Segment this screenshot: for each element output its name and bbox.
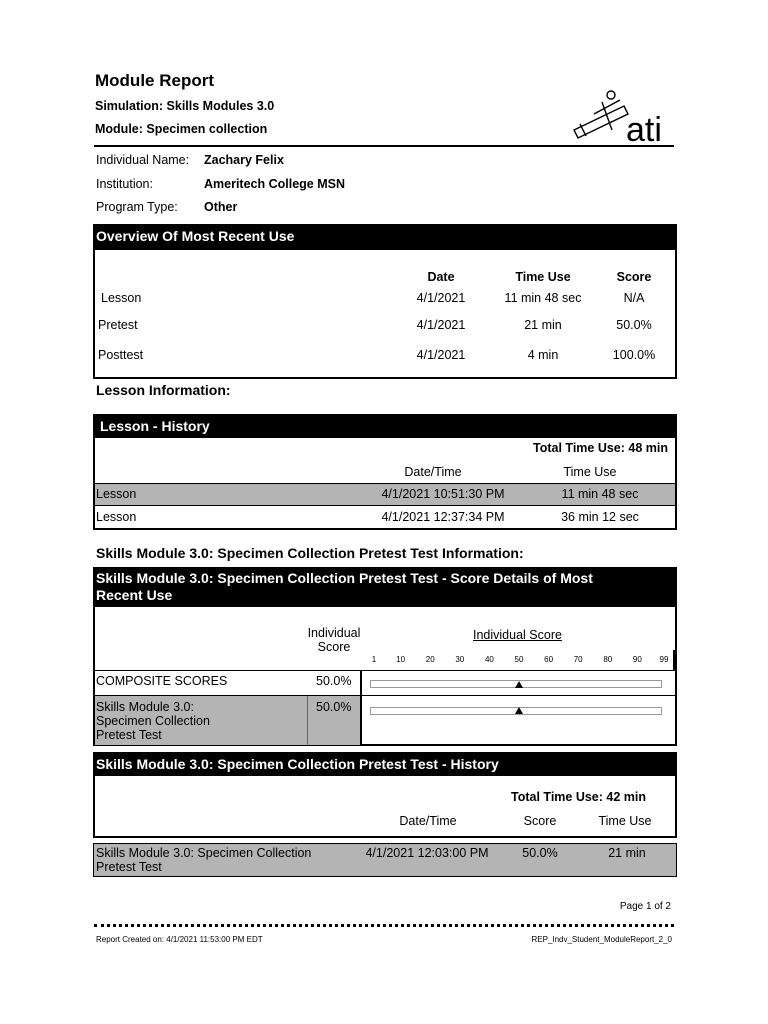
pretest-history-title: Skills Module 3.0: Specimen Collection Pretest Test - History [93, 752, 677, 776]
name-value: Zachary Felix [204, 153, 284, 167]
scale-tick-label: 60 [544, 655, 554, 664]
report-id: REP_Indv_Student_ModuleReport_2_0 [531, 935, 672, 944]
institution-label: Institution: [96, 177, 153, 191]
overview-row-date: 4/1/2021 [416, 348, 466, 362]
scale-tick-label: 30 [455, 655, 465, 664]
col-individual-score-l1: Individual [307, 626, 361, 640]
overview-row-name: Pretest [98, 318, 138, 332]
module-row-label-l2: Specimen Collection [96, 714, 210, 728]
page-title: Module Report [95, 71, 214, 90]
overview-row-date: 4/1/2021 [416, 318, 466, 332]
scale-end-marker [673, 650, 675, 670]
ati-logo-icon [572, 88, 672, 144]
page-number: Page 1 of 2 [619, 901, 671, 912]
column-divider [307, 696, 308, 745]
lesson-col-datetime: Date/Time [404, 465, 462, 479]
pretest-row-score: 50.0% [522, 846, 558, 860]
pretest-row-datetime: 4/1/2021 12:03:00 PM [365, 846, 489, 860]
row-divider [95, 505, 675, 506]
pretest-row-name-l1: Skills Module 3.0: Specimen Collection [96, 846, 312, 860]
lesson-total-time: Total Time Use: 48 min [533, 441, 668, 455]
logo-text: ati [626, 111, 662, 144]
pretest-row-name-l2: Pretest Test [96, 860, 162, 874]
overview-row-time: 21 min [524, 318, 562, 332]
lesson-row-name: Lesson [96, 510, 137, 524]
name-label: Individual Name: [96, 153, 190, 167]
lesson-row-name: Lesson [96, 487, 137, 501]
overview-title: Overview Of Most Recent Use [93, 224, 677, 250]
scale-tick-label: 50 [514, 655, 524, 664]
score-marker [515, 681, 523, 688]
pretest-total-time: Total Time Use: 42 min [511, 790, 646, 804]
score-details-title-line2: Recent Use [96, 587, 173, 603]
overview-row-score: N/A [623, 291, 645, 305]
pretest-col-score: Score [523, 814, 557, 828]
lesson-row-time: 11 min 48 sec [561, 487, 639, 501]
scale-tick-label: 70 [573, 655, 583, 664]
program-value: Other [204, 200, 238, 214]
scale-tick-label: 10 [396, 655, 406, 664]
row-divider [95, 483, 675, 484]
composite-score: 50.0% [316, 674, 352, 688]
overview-col-score: Score [616, 270, 652, 284]
pretest-row-time: 21 min [608, 846, 646, 860]
composite-label: COMPOSITE SCORES [96, 674, 228, 688]
overview-col-time: Time Use [515, 270, 571, 284]
program-label: Program Type: [96, 200, 178, 214]
simulation-label: Simulation: Skills Modules 3.0 [95, 99, 275, 113]
lesson-history-title: Lesson - History [93, 414, 677, 438]
lesson-row-datetime: 4/1/2021 12:37:34 PM [381, 510, 505, 524]
scale-tick-label: 40 [484, 655, 494, 664]
scale-tick-label: 80 [603, 655, 613, 664]
overview-row-score: 100.0% [612, 348, 656, 362]
institution-value: Ameritech College MSN [204, 177, 346, 191]
overview-row-name: Posttest [98, 348, 144, 362]
overview-col-date: Date [427, 270, 455, 284]
lesson-info-heading: Lesson Information: [96, 382, 231, 398]
overview-row-time: 11 min 48 sec [504, 291, 582, 305]
module-label: Module: Specimen collection [95, 122, 268, 136]
header-divider [94, 145, 674, 147]
scale-tick-label: 90 [632, 655, 642, 664]
lesson-row-datetime: 4/1/2021 10:51:30 PM [381, 487, 505, 501]
overview-row-date: 4/1/2021 [416, 291, 466, 305]
col-individual-score-l2: Score [317, 640, 351, 654]
score-marker [515, 707, 523, 714]
overview-row-time: 4 min [527, 348, 559, 362]
row-divider [95, 670, 675, 671]
scale-tick-label: 20 [425, 655, 435, 664]
score-details-title-line1: Skills Module 3.0: Specimen Collection Pretest Test - Score Details of Most [96, 570, 593, 586]
overview-row-name: Lesson [101, 291, 142, 305]
pretest-col-datetime: Date/Time [399, 814, 457, 828]
pretest-info-heading: Skills Module 3.0: Specimen Collection Pretest Test Information: [96, 545, 524, 561]
col-scale-label: Individual Score [473, 628, 562, 642]
column-divider [360, 670, 362, 746]
score-details-title [93, 567, 677, 607]
scale-tick-label: 1 [371, 655, 377, 664]
module-row-label-l3: Pretest Test [96, 728, 162, 742]
report-created: Report Created on: 4/1/2021 11:53:00 PM EDT [96, 935, 263, 944]
lesson-col-time: Time Use [563, 465, 617, 479]
ati-logo [572, 88, 672, 144]
overview-row-score: 50.0% [616, 318, 652, 332]
footer-divider [94, 924, 674, 927]
pretest-col-time: Time Use [598, 814, 652, 828]
module-row-score: 50.0% [316, 700, 352, 714]
scale-tick-label: 99 [659, 655, 669, 664]
lesson-row-time: 36 min 12 sec [561, 510, 639, 524]
module-row-label-l1: Skills Module 3.0: [96, 700, 194, 714]
